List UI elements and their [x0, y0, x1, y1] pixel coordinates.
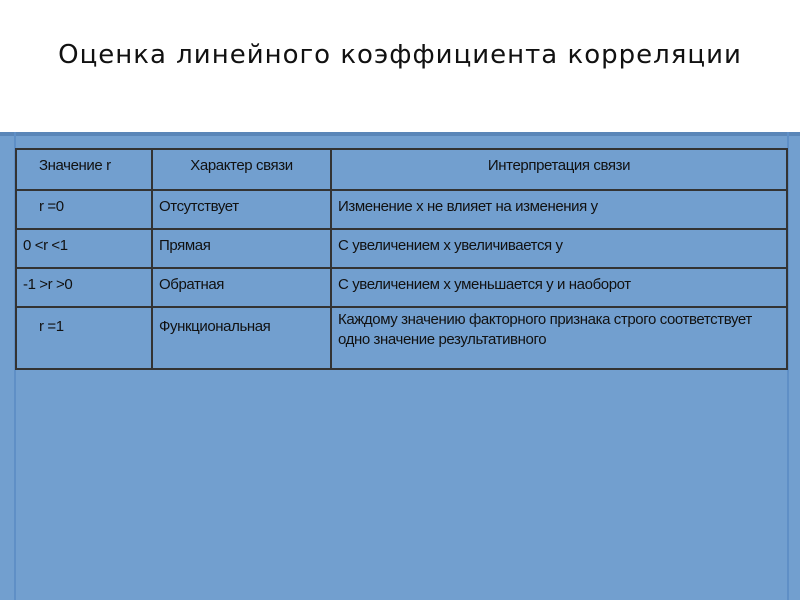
cell-interpretation: Изменение x не влияет на изменения y — [331, 190, 787, 229]
cell-r-value: r =1 — [16, 307, 152, 369]
table-row — [16, 229, 787, 268]
table-row — [16, 307, 787, 369]
cell-interpretation: С увеличением x увеличивается y — [331, 229, 787, 268]
table-row — [16, 268, 787, 307]
cell-relationship-type: Обратная — [152, 268, 331, 307]
correlation-table — [15, 148, 788, 370]
cell-interpretation: С увеличением x уменьшается y и наоборот — [331, 268, 787, 307]
header-interpretation: Интерпретация связи — [331, 149, 787, 190]
cell-interpretation: Каждому значению факторного признака строго соответствует одно значение результативного — [331, 307, 787, 369]
header-relationship-type: Характер связи — [152, 149, 331, 190]
table-row — [16, 190, 787, 229]
header-r-value: Значение r — [16, 149, 152, 190]
cell-relationship-type: Отсутствует — [152, 190, 331, 229]
cell-r-value: 0 <r <1 — [16, 229, 152, 268]
cell-relationship-type: Прямая — [152, 229, 331, 268]
table-header-row — [16, 149, 787, 190]
cell-r-value: -1 >r >0 — [16, 268, 152, 307]
cell-relationship-type: Функциональная — [152, 307, 331, 369]
slide-title: Оценка линейного коэффициента корреляции — [58, 40, 742, 70]
cell-r-value: r =0 — [16, 190, 152, 229]
